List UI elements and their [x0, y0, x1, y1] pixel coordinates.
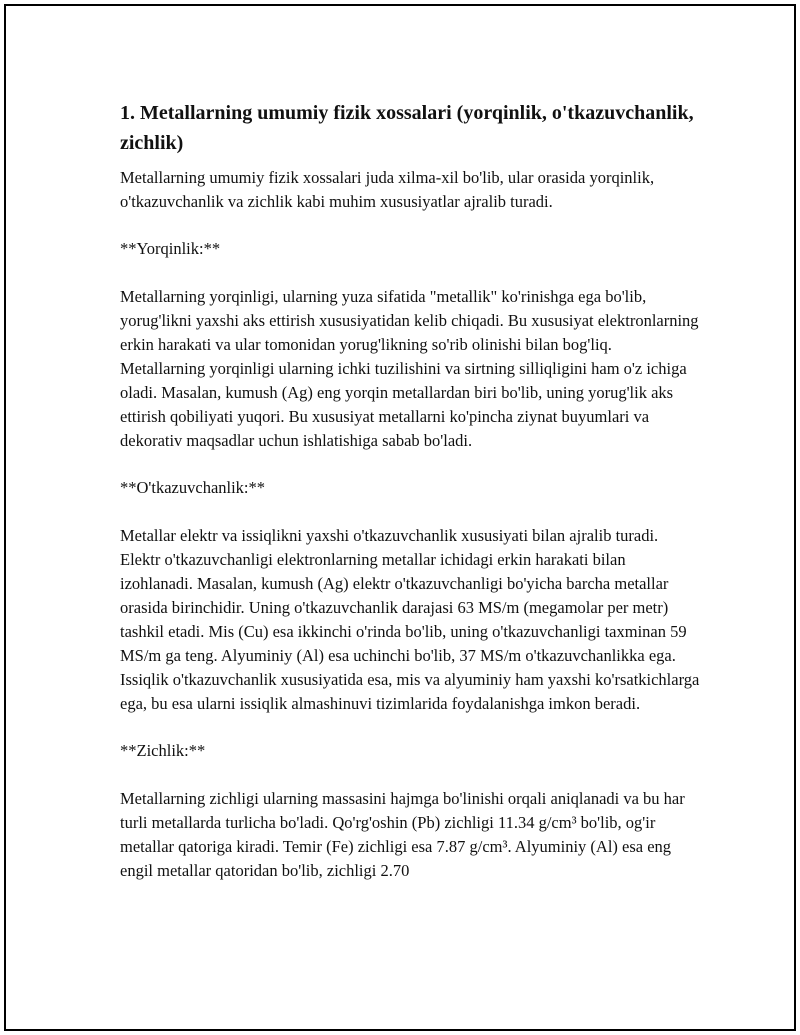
section-marker-zichlik: **Zichlik:** — [120, 741, 206, 760]
section-marker-yorqinlik: **Yorqinlik:** — [120, 239, 221, 258]
document-heading: 1. Metallarning umumiy fizik xossalari (yorqinlik, o'tkazuvchanlik, zichlik) — [120, 102, 694, 154]
intro-paragraph: Metallarning umumiy fizik xossalari juda xilma-xil bo'lib, ular orasida yorqinlik, o'tkazuvchanlik va zichlik kabi muhim xususiyatlar ajralib turadi. — [120, 168, 655, 211]
section-paragraph-yorqinlik: Metallarning yorqinligi, ularning yuza sifatida "metallik" ko'rinishga ega bo'lib, yorug'likni yaxshi aks ettirish xususiyatidan kelib chiqadi. Bu xususiyat elektronlarning erkin harakati va ular tomonidan yorug'likning so'rib olinishi bilan bog'liq. Metallarning yorqinligi ularning ichki tuzilishini va sirtning silliqligini ham o'z ichiga oladi. Masalan, kumush (Ag) eng yorqin metallardan biri bo'lib, uning yorug'lik aks ettirish qobiliyati yuqori. Bu xususiyat metallarni ko'pincha ziynat buyumlari va dekorativ maqsadlar uchun ishlatishiga sabab bo'ladi. — [120, 287, 699, 450]
section-marker-otkazuvchanlik: **O'tkazuvchanlik:** — [120, 478, 266, 497]
page-frame — [4, 4, 796, 1031]
document-body — [120, 98, 700, 906]
section-paragraph-otkazuvchanlik: Metallar elektr va issiqlikni yaxshi o'tkazuvchanlik xususiyati bilan ajralib turadi. Elektr o'tkazuvchanligi elektronlarning metallar ichidagi erkin harakati bilan izohlanadi. Masalan, kumush (Ag) elektr o'tkazuvchanligi bo'yicha barcha metallar orasida birinchidir. Uning o'tkazuvchanlik darajasi 63 MS/m (megamolar per metr) tashkil etadi. Mis (Cu) esa ikkinchi o'rinda bo'lib, uning o'tkazuvchanligi taxminan 59 MS/m ga teng. Alyuminiy (Al) esa uchinchi bo'lib, 37 MS/m o'tkazuvchanlikka ega. Issiqlik o'tkazuvchanlik xususiyatida esa, mis va alyuminiy ham yaxshi ko'rsatkichlarga ega, bu esa ularni issiqlik almashinuvi tizimlarida foydalanishga imkon beradi. — [120, 526, 700, 713]
section-paragraph-zichlik: Metallarning zichligi ularning massasini hajmga bo'linishi orqali aniqlanadi va bu har turli metallarda turlicha bo'ladi. Qo'rg'oshin (Pb) zichligi 11.34 g/cm³ bo'lib, og'ir metallar qatoriga kiradi. Temir (Fe) zichligi esa 7.87 g/cm³. Alyuminiy (Al) esa eng engil metallar qatoridan bo'lib, zichligi 2.70 — [120, 789, 685, 880]
